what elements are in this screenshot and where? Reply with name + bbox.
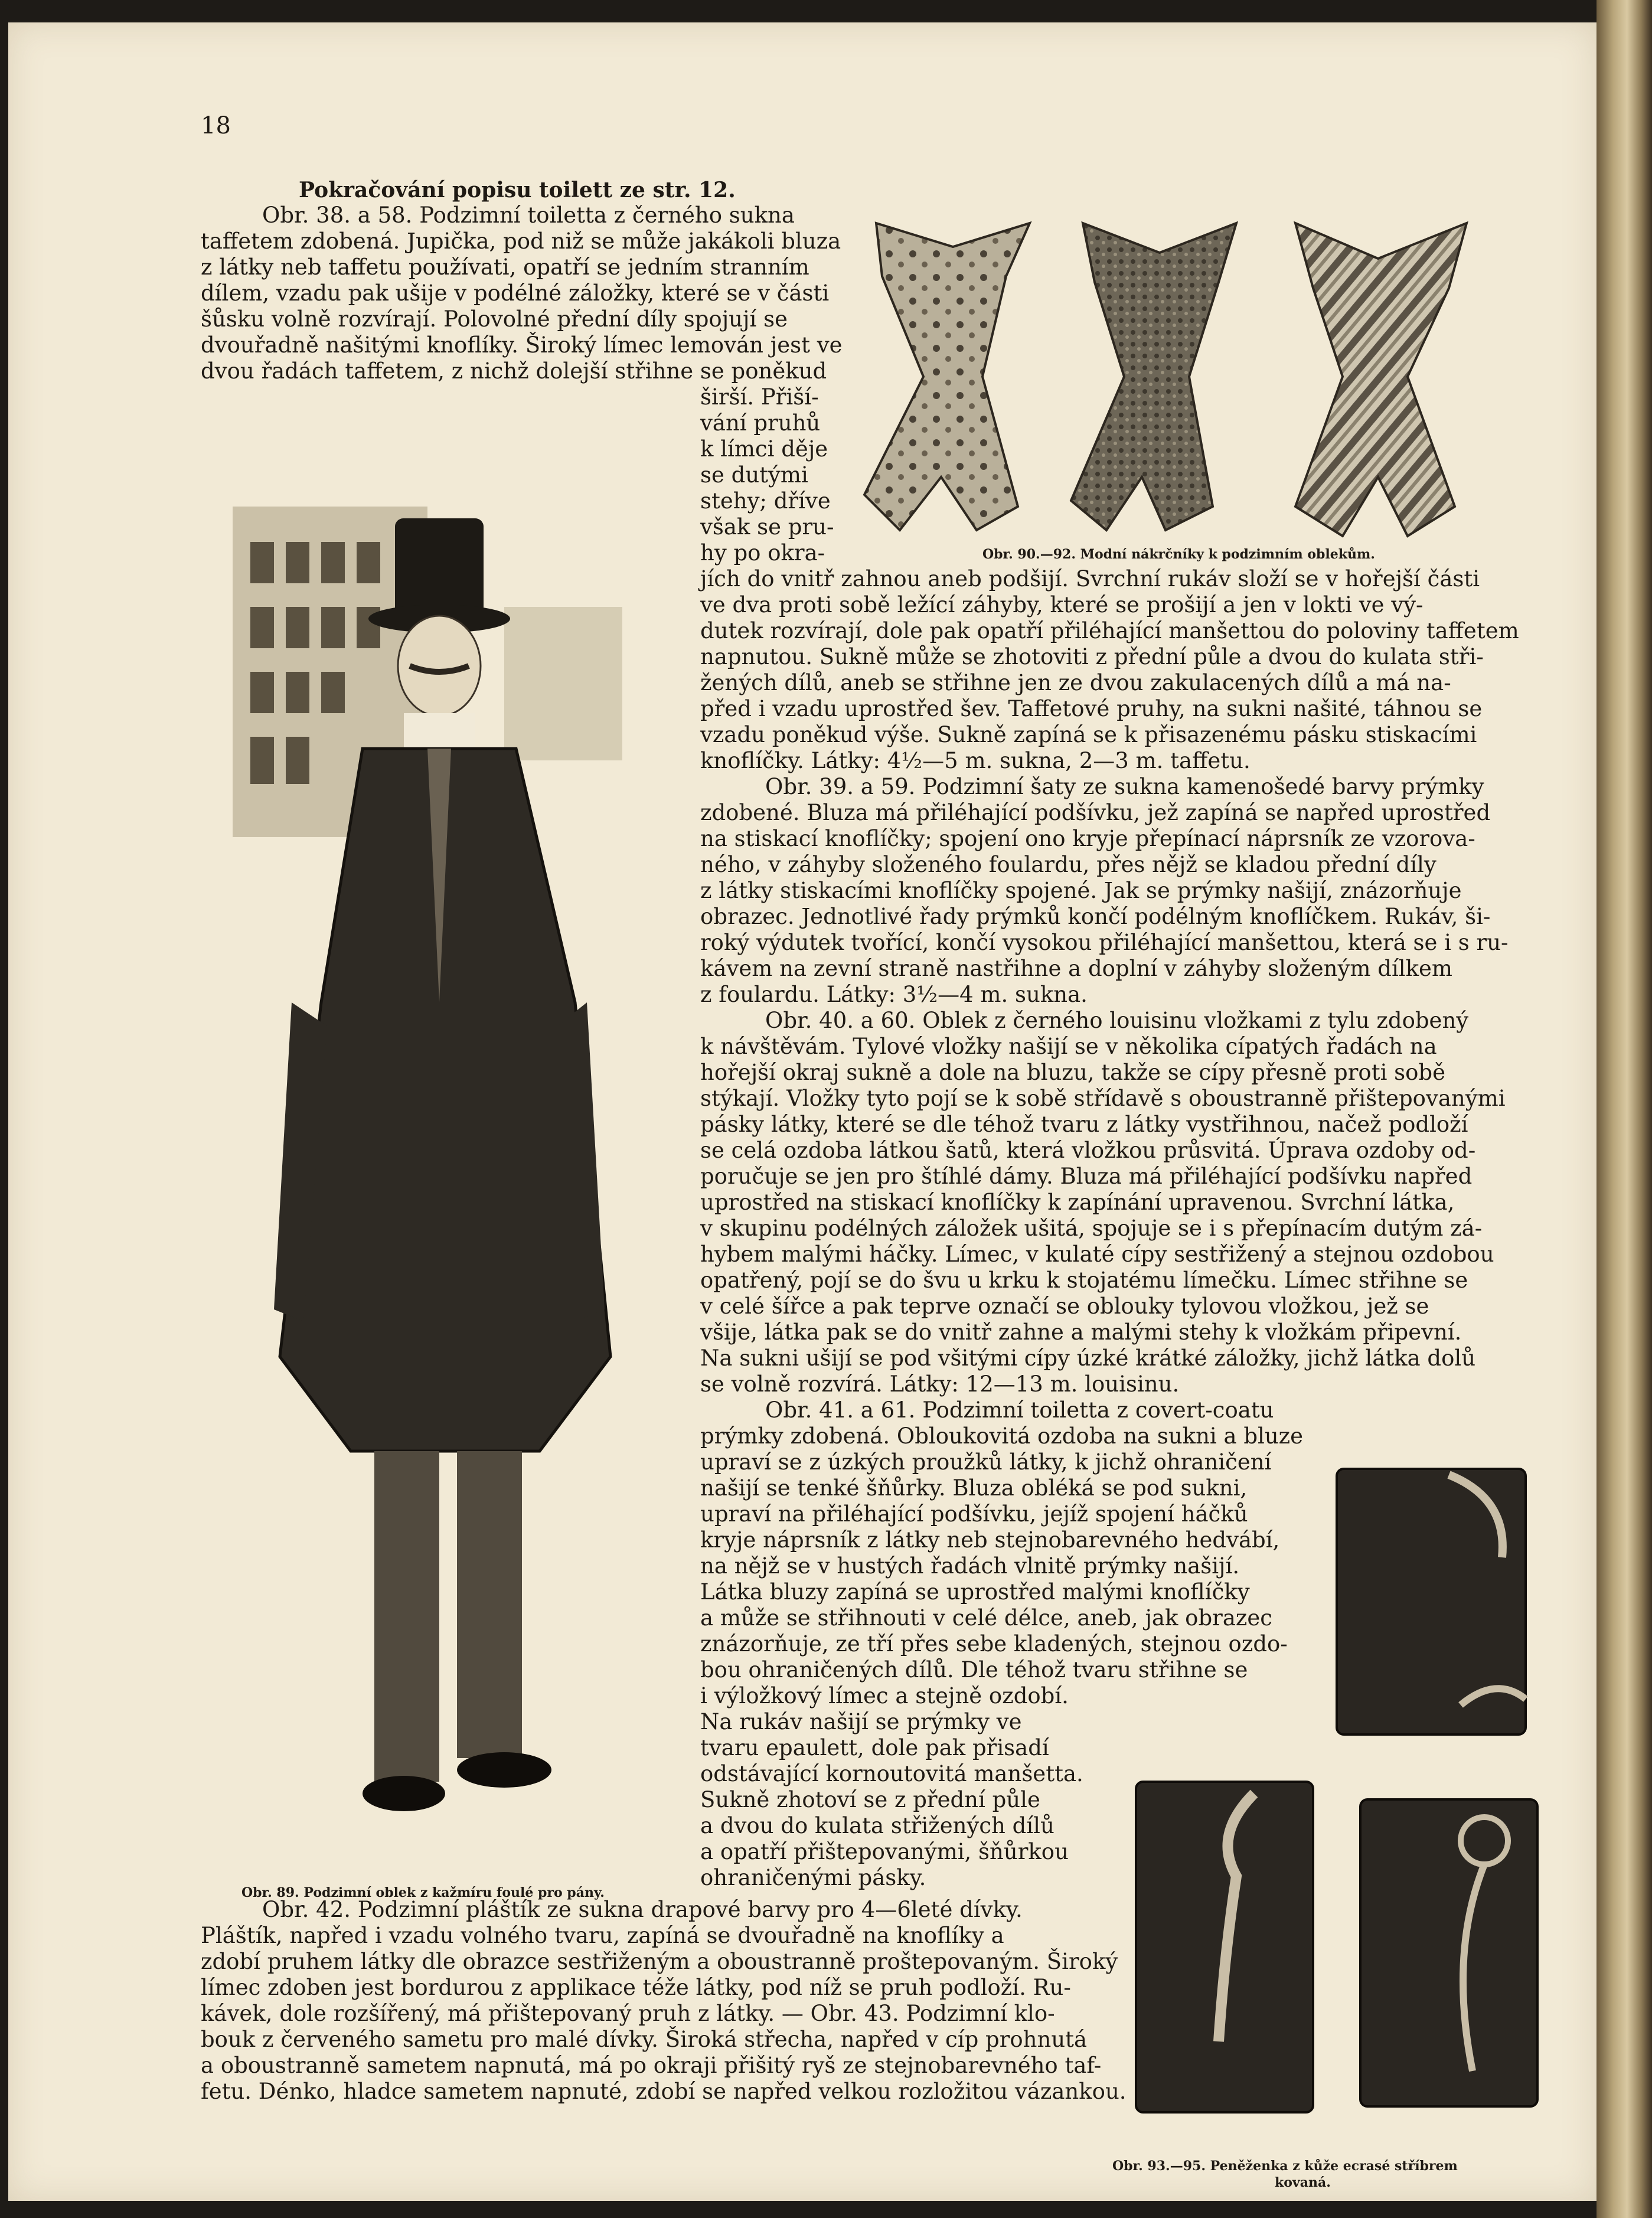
text-line: šůsku volně rozvírají. Polovolné přední díly spojují se xyxy=(201,306,788,332)
text-line: všije, látka pak se do vnitř zahne a malými stehy k vložkám připevní. xyxy=(700,1319,1462,1345)
caption-purses-line2: kovaná. xyxy=(1275,2175,1331,2190)
text-line: knoflíčky. Látky: 4½—5 m. sukna, 2—3 m. taffetu. xyxy=(700,748,1251,773)
text-line: límec zdoben jest bordurou z applikace téže látky, pod níž se pruh podloží. Ru- xyxy=(201,1975,1071,2000)
text-line: obrazec. Jednotlivé řady prýmků končí podélným knoflíčkem. Rukáv, ši- xyxy=(700,904,1491,929)
text-line: znázorňuje, ze tří přes sebe kladených, stejnou ozdo- xyxy=(700,1631,1288,1657)
text-line: a může se střihnouti v celé délce, aneb, jak obrazec xyxy=(700,1605,1272,1631)
text-line: fetu. Dénko, hladce sametem napnuté, zdobí se napřed velkou rozložitou vázankou. xyxy=(201,2079,1127,2104)
text-line: Obr. 39. a 59. Podzimní šaty ze sukna kamenošedé barvy prýmky xyxy=(765,774,1484,799)
section-heading: Pokračování popisu toilett ze str. 12. xyxy=(299,178,736,202)
text-line: dílem, vzadu pak ušije v podélné záložky, které se v části xyxy=(201,280,830,306)
text-line: stýkají. Vložky tyto pojí se k sobě střídavě s oboustranně přištepovanými xyxy=(700,1086,1506,1111)
caption-neckties: Obr. 90.—92. Modní nákrčníky k podzimním oblekům. xyxy=(982,547,1375,562)
text-line: Sukně zhotoví se z přední půle xyxy=(700,1787,1040,1812)
text-line: však se pru- xyxy=(700,514,834,540)
text-line: ohraničenými pásky. xyxy=(700,1865,926,1890)
text-line: stehy; dříve xyxy=(700,488,831,514)
text-line: tvaru epaulett, dole pak přisadí xyxy=(700,1735,1049,1760)
text-line: kávem na zevní straně nastřihne a doplní v záhyby složeným dílkem xyxy=(700,956,1453,981)
text-line: ného, v záhyby složeného foulardu, přes nějž se kladou přední díly xyxy=(700,852,1436,877)
text-line: opatřený, pojí se do švu u krku k stojatému límečku. Límec střihne se xyxy=(700,1268,1468,1293)
neckties-illustration xyxy=(858,200,1496,554)
text-line: hy po okra- xyxy=(700,540,825,566)
text-line: z látky neb taffetu používati, opatří se jedním stranním xyxy=(201,254,809,280)
text-line: a opatří přištepovanými, šňůrkou xyxy=(700,1839,1069,1864)
gentleman-illustration xyxy=(233,471,681,1853)
text-line: Obr. 40. a 60. Oblek z černého louisinu vložkami z tylu zdobený xyxy=(765,1008,1469,1033)
text-line: Na sukni ušijí se pod všitými cípy úzké krátké záložky, jichž látka dolů xyxy=(700,1345,1476,1371)
text-line: vání pruhů xyxy=(700,410,821,436)
text-line: dvou řadách taffetem, z nichž dolejší střihne se poněkud xyxy=(201,358,827,384)
text-line: Na rukáv našijí se prýmky ve xyxy=(700,1709,1022,1734)
book-spine xyxy=(1597,0,1652,2218)
text-line: našijí se tenké šňůrky. Bluza obléká se pod sukni, xyxy=(700,1475,1248,1501)
text-line: bouk z červeného sametu pro malé dívky. Široká střecha, napřed v cíp prohnutá xyxy=(201,2027,1088,2052)
text-line: napnutou. Sukně může se zhotoviti z přední půle a dvou do kulata stři- xyxy=(700,644,1484,669)
text-line: na nějž se v hustých řadách vlnitě prýmky našijí. xyxy=(700,1553,1240,1579)
text-line: vzadu poněkud výše. Sukně zapíná se k přisazenému pásku stiskacími xyxy=(700,722,1477,747)
page-number: 18 xyxy=(201,112,231,139)
text-line: na stiskací knoflíčky; spojení ono kryje přepínací náprsník ze vzorova- xyxy=(700,826,1475,851)
text-line: z látky stiskacími knoflíčky spojené. Jak se prýmky našijí, znázorňuje xyxy=(700,878,1462,903)
caption-purses-line1: Obr. 93.—95. Peněženka z kůže ecrasé stříbrem xyxy=(1112,2158,1458,2174)
text-line: a dvou do kulata střižených dílů xyxy=(700,1813,1054,1838)
text-line: jích do vnitř zahnou aneb podšijí. Svrchní rukáv složí se v hořejší části xyxy=(700,566,1480,592)
text-line: upraví se z úzkých proužků látky, k jichž ohraničení xyxy=(700,1449,1272,1475)
text-line: hořejší okraj sukně a dole na bluzu, takže se cípy přesně proti sobě xyxy=(700,1060,1446,1085)
text-line: se dutými xyxy=(700,462,808,488)
text-line: zdobené. Bluza má přiléhající podšívku, jež zapíná se napřed uprostřed xyxy=(700,800,1491,825)
text-line: hybem malými háčky. Límec, v kulaté cípy sestřižený a stejnou ozdobou xyxy=(700,1242,1494,1267)
magazine-page xyxy=(8,22,1597,2201)
text-line: taffetem zdobená. Jupička, pod niž se může jakákoli bluza xyxy=(201,228,841,254)
text-line: k návštěvám. Tylové vložky našijí se v několika cípatých řadách na xyxy=(700,1034,1437,1059)
text-line: se volně rozvírá. Látky: 12—13 m. louisinu. xyxy=(700,1371,1180,1397)
text-line: se celá ozdoba látkou šatů, která vložkou průsvitá. Úprava ozdoby od- xyxy=(700,1138,1476,1163)
text-line: žených dílů, aneb se střihne jen ze dvou zakulacených dílů a má na- xyxy=(700,670,1451,695)
text-line: Látka bluzy zapíná se uprostřed malými knoflíčky xyxy=(700,1579,1250,1605)
text-line: poručuje se jen pro štíhlé dámy. Bluza má přiléhající podšívku napřed xyxy=(700,1164,1473,1189)
text-line: roký výdutek tvořící, končí vysokou přiléhající manšettou, která se i s ru- xyxy=(700,930,1509,955)
text-line: bou ohraničených dílů. Dle téhož tvaru střihne se xyxy=(700,1657,1248,1683)
text-line: Obr. 42. Podzimní pláštík ze sukna drapové barvy pro 4—6leté dívky. xyxy=(262,1897,1023,1922)
text-line: Obr. 41. a 61. Podzimní toiletta z covert-coatu xyxy=(765,1397,1274,1423)
text-line: zdobí pruhem látky dle obrazce sestřiženým a oboustranně proštepovaným. Široký xyxy=(201,1949,1118,1974)
text-line: v celé šířce a pak teprve označí se oblouky tylovou vložkou, jež se xyxy=(700,1293,1429,1319)
text-line: i výložkový límec a stejně ozdobí. xyxy=(700,1683,1069,1709)
text-line: Obr. 38. a 58. Podzimní toiletta z černého sukna xyxy=(262,202,795,228)
text-line: z foulardu. Látky: 3½—4 m. sukna. xyxy=(700,982,1088,1007)
text-line: v skupinu podélných záložek ušitá, spojuje se i s přepínacím dutým zá- xyxy=(700,1216,1483,1241)
text-line: širší. Přiší- xyxy=(700,384,819,410)
text-line: a oboustranně sametem napnutá, má po okraji přišitý ryš ze stejnobarevného taf- xyxy=(201,2053,1102,2078)
text-line: před i vzadu uprostřed šev. Taffetové pruhy, na sukni našité, táhnou se xyxy=(700,696,1483,721)
purses-illustration xyxy=(1118,1451,1567,2160)
caption-gentleman: Obr. 89. Podzimní oblek z kažmíru foulé pro pány. xyxy=(241,1885,605,1900)
text-line: kávek, dole rozšířený, má přištepovaný pruh z látky. — Obr. 43. Podzimní klo- xyxy=(201,2001,1055,2026)
text-line: Pláštík, napřed i vzadu volného tvaru, zapíná se dvouřadně na knoflíky a xyxy=(201,1923,1004,1948)
text-line: k límci děje xyxy=(700,436,828,462)
text-line: odstávající kornoutovitá manšetta. xyxy=(700,1761,1083,1786)
text-line: ve dva proti sobě ležící záhyby, které se prošijí a jen v lokti ve vý- xyxy=(700,592,1424,618)
text-line: kryje náprsník z látky neb stejnobarevného hedvábí, xyxy=(700,1527,1280,1553)
text-line: dutek rozvírají, dole pak opatří přiléhající manšettou do poloviny taffetem xyxy=(700,618,1519,643)
text-line: upraví na přiléhající podšívku, jejíž spojení háčků xyxy=(700,1501,1248,1527)
text-line: uprostřed na stiskací knoflíčky k zapínání upravenou. Svrchní látka, xyxy=(700,1190,1455,1215)
text-line: pásky látky, které se dle téhož tvaru z látky vystřihnou, načež podloží xyxy=(700,1112,1468,1137)
text-line: prýmky zdobená. Obloukovitá ozdoba na sukni a bluze xyxy=(700,1423,1304,1449)
text-line: dvouřadně našitými knoflíky. Široký límec lemován jest ve xyxy=(201,332,843,358)
